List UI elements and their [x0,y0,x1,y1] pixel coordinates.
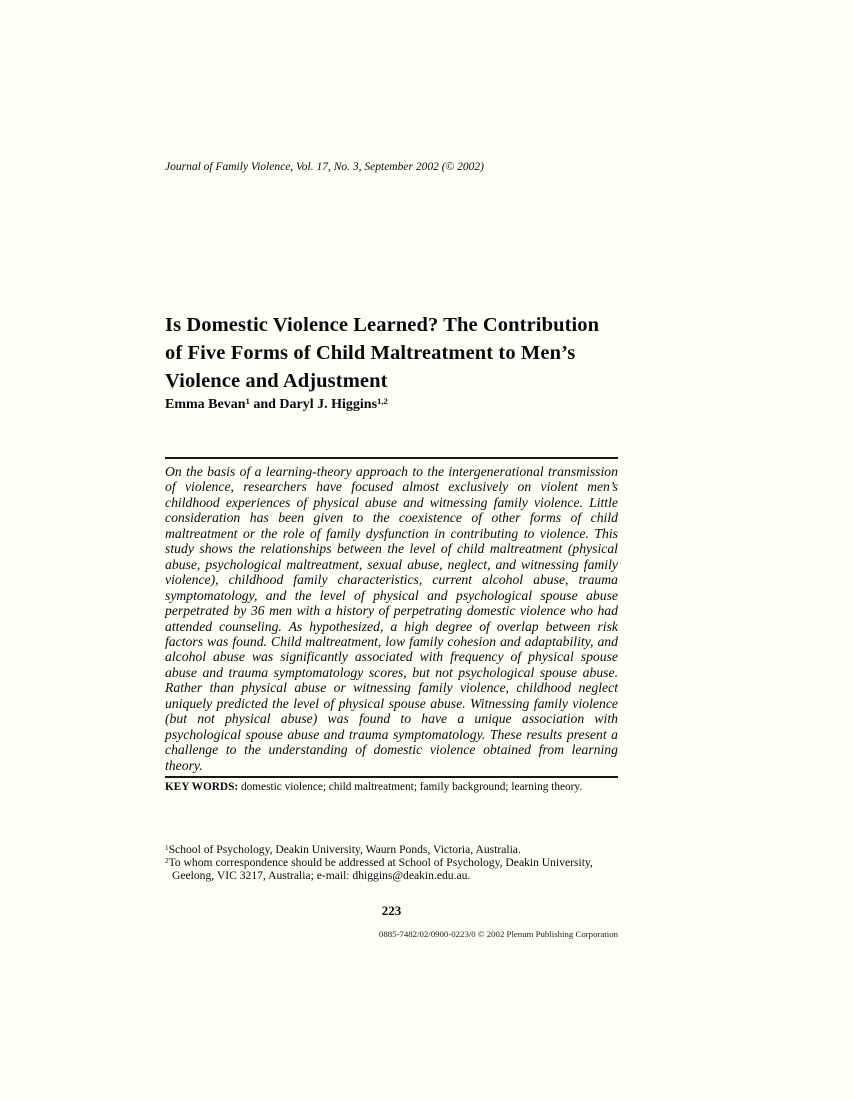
abstract-text: On the basis of a learning-theory approach to the intergenerational transmission of violence, researchers have focused almost exclusively on violent men’s childhood experiences of physical abuse and witnessing family violence. Little consideration has been given to the coexistence of other forms of child maltreatment or the role of family dysfunction in contributing to violence. This study shows the relationships between the level of child maltreatment (physical abuse, psychological maltreatment, sexual abuse, neglect, and witnessing family violence), childhood family characteristics, current alcohol abuse, trauma symptomatology, and the level of physical and psychological spouse abuse perpetrated by 36 men with a history of perpetrating domestic violence who had attended counseling. As hypothesized, a high degree of overlap between risk factors was found. Child maltreatment, low family cohesion and adaptability, and alcohol abuse was significantly associated with frequency of physical spouse abuse and trauma symptomatology scores, but not psychological spouse abuse. Rather than physical abuse or witnessing family violence, childhood neglect uniquely predicted the level of physical spouse abuse. Witnessing family violence (but not physical abuse) was found to have a unique association with psychological spouse abuse and trauma symptomatology. These results present a challenge to the understanding of domestic violence obtained from learning theory. [165,464,618,773]
footnote-marker: 1 [165,843,169,852]
footnote-marker: 2 [165,856,169,865]
keywords-text: domestic violence; child maltreatment; family background; learning theory. [240,781,583,793]
footnote: $^2$To whom correspondence should be addressed at School of Psychology, Deakin University, Geelong, VIC 3217, Australia; e-mail: dhiggins@deakin.edu.au. [165,856,593,883]
abstract-section [165,457,618,778]
article-title-line: Is Domestic Violence Learned? The Contribution [165,314,600,336]
author-affiliation-superscript: 1,2 [377,396,388,407]
article-title-line: Violence and Adjustment [165,370,388,392]
footnotes [165,843,618,883]
article-title [165,311,618,395]
copyright-line: 0885-7482/02/0900-0223/0 © 2002 Plenum Publishing Corporation [378,929,618,939]
article-title-line: of Five Forms of Child Maltreatment to Men’s [165,342,576,364]
journal-header: Journal of Family Violence, Vol. 17, No. 3, September 2002 (© 2002) [165,161,484,173]
authors-line: Emma Bevan$^1$ and Daryl J. Higgins$^{1,2}$ [165,396,388,412]
keywords-line [165,781,618,794]
author-affiliation-superscript: 1 [245,396,250,407]
keywords-label: KEY WORDS: [165,781,239,793]
footnote: $^1$School of Psychology, Deakin University, Waurn Ponds, Victoria, Australia. [165,843,521,856]
page-number: 223 [381,903,402,918]
